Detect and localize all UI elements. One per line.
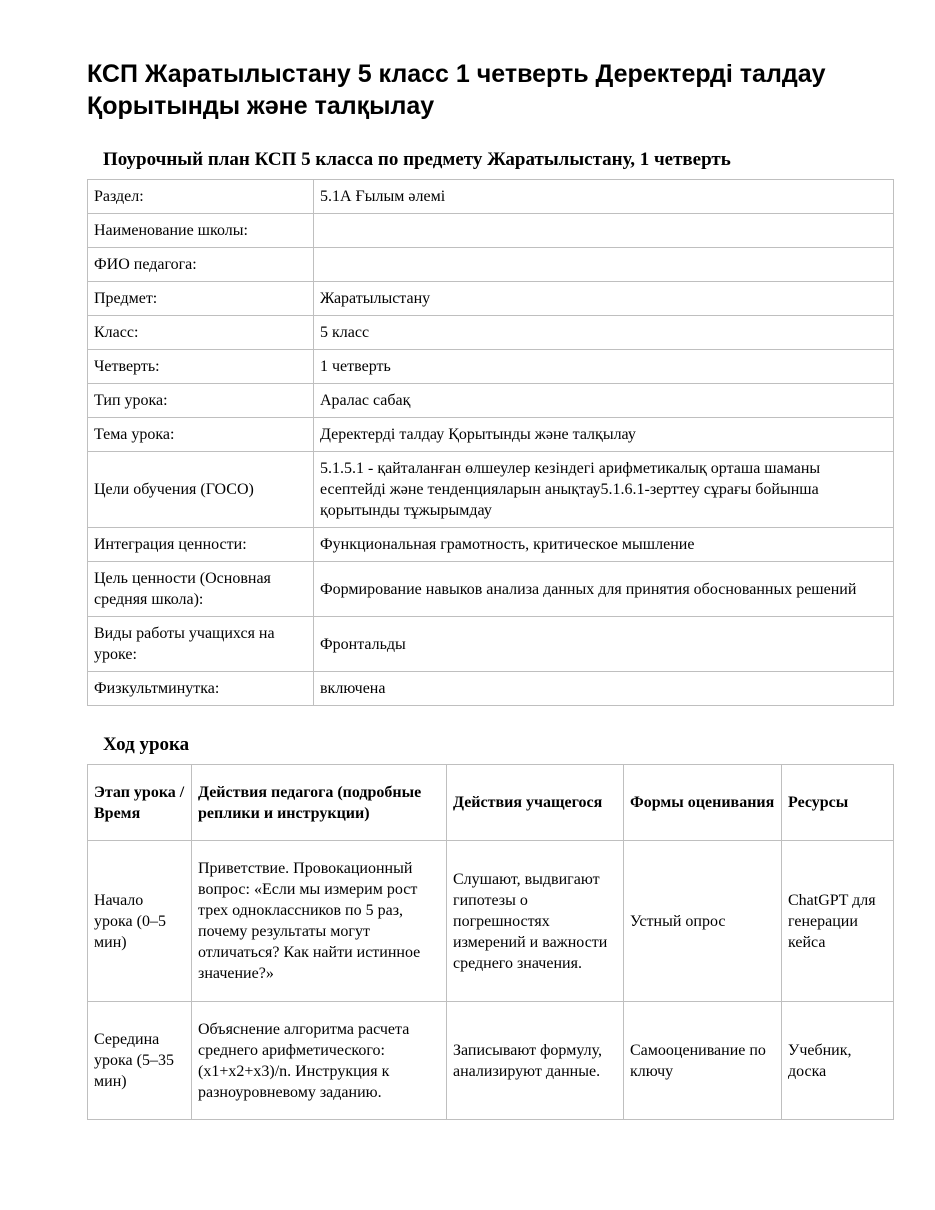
info-row-subject <box>88 282 894 316</box>
column-header-stage: Этап урока / Время <box>88 765 192 841</box>
lesson-info-table <box>87 179 894 706</box>
stage-cell: Начало урока (0–5 мин) <box>88 841 192 1002</box>
info-value <box>314 214 894 248</box>
stage-cell: Середина урока (5–35 мин) <box>88 1002 192 1120</box>
table-row <box>88 1002 894 1120</box>
info-row-physical-break <box>88 672 894 706</box>
info-value: 1 четверть <box>314 350 894 384</box>
resources-cell: ChatGPT для генерации кейса <box>782 841 894 1002</box>
assessment-cell: Устный опрос <box>624 841 782 1002</box>
info-label: Класс: <box>88 316 314 350</box>
info-value: Фронтальды <box>314 617 894 672</box>
column-header-student-actions: Действия учащегося <box>447 765 624 841</box>
info-row-lesson-type <box>88 384 894 418</box>
info-label: Четверть: <box>88 350 314 384</box>
assessment-cell: Самооценивание по ключу <box>624 1002 782 1120</box>
column-header-resources: Ресурсы <box>782 765 894 841</box>
info-label: ФИО педагога: <box>88 248 314 282</box>
info-label: Цель ценности (Основная средняя школа): <box>88 562 314 617</box>
info-row-work-types <box>88 617 894 672</box>
teacher-actions-cell: Приветствие. Провокационный вопрос: «Если мы измерим рост трех одноклассников по 5 раз, почему результаты могут отличаться? Как найти истинное значение?» <box>192 841 447 1002</box>
teacher-actions-cell: Объяснение алгоритма расчета среднего арифметического: (x1+x2+x3)/n. Инструкция к разноуровневому заданию. <box>192 1002 447 1120</box>
column-header-teacher-actions: Действия педагога (подробные реплики и инструкции) <box>192 765 447 841</box>
info-value: Формирование навыков анализа данных для принятия обоснованных решений <box>314 562 894 617</box>
info-row-teacher <box>88 248 894 282</box>
info-label: Тема урока: <box>88 418 314 452</box>
lesson-course-table <box>87 764 894 1120</box>
plan-heading: Поурочный план КСП 5 класса по предмету Жаратылыстану, 1 четверть <box>103 149 731 170</box>
info-value: 5 класс <box>314 316 894 350</box>
info-value: Функциональная грамотность, критическое мышление <box>314 528 894 562</box>
info-label: Интеграция ценности: <box>88 528 314 562</box>
info-row-learning-goals <box>88 452 894 528</box>
page-title: КСП Жаратылыстану 5 класс 1 четверть Деректерді талдау Қорытынды және талқылау <box>87 60 826 120</box>
table-row <box>88 841 894 1002</box>
info-label: Цели обучения (ГОСО) <box>88 452 314 528</box>
info-row-topic <box>88 418 894 452</box>
info-value: Аралас сабақ <box>314 384 894 418</box>
info-label: Предмет: <box>88 282 314 316</box>
column-header-assessment: Формы оценивания <box>624 765 782 841</box>
info-label: Наименование школы: <box>88 214 314 248</box>
info-label: Физкультминутка: <box>88 672 314 706</box>
student-actions-cell: Записывают формулу, анализируют данные. <box>447 1002 624 1120</box>
info-row-section <box>88 180 894 214</box>
info-row-value-integration <box>88 528 894 562</box>
info-value: включена <box>314 672 894 706</box>
student-actions-cell: Слушают, выдвигают гипотезы о погрешностях измерений и важности среднего значения. <box>447 841 624 1002</box>
info-label: Тип урока: <box>88 384 314 418</box>
info-row-grade <box>88 316 894 350</box>
info-value: 5.1.5.1 - қайталанған өлшеулер кезіндегі арифметикалық орташа шаманы есептейді және тенденцияларын анықтау5.1.6.1-зерттеу сұрағы бойынша қорытынды тұжырымдау <box>314 452 894 528</box>
info-value <box>314 248 894 282</box>
info-row-school <box>88 214 894 248</box>
info-row-value-goal <box>88 562 894 617</box>
lesson-table-header <box>88 765 894 841</box>
info-label: Виды работы учащихся на уроке: <box>88 617 314 672</box>
info-value: Деректерді талдау Қорытынды және талқылау <box>314 418 894 452</box>
info-label: Раздел: <box>88 180 314 214</box>
info-row-quarter <box>88 350 894 384</box>
resources-cell: Учебник, доска <box>782 1002 894 1120</box>
info-value: Жаратылыстану <box>314 282 894 316</box>
info-value: 5.1А Ғылым әлемі <box>314 180 894 214</box>
course-heading: Ход урока <box>103 734 190 755</box>
